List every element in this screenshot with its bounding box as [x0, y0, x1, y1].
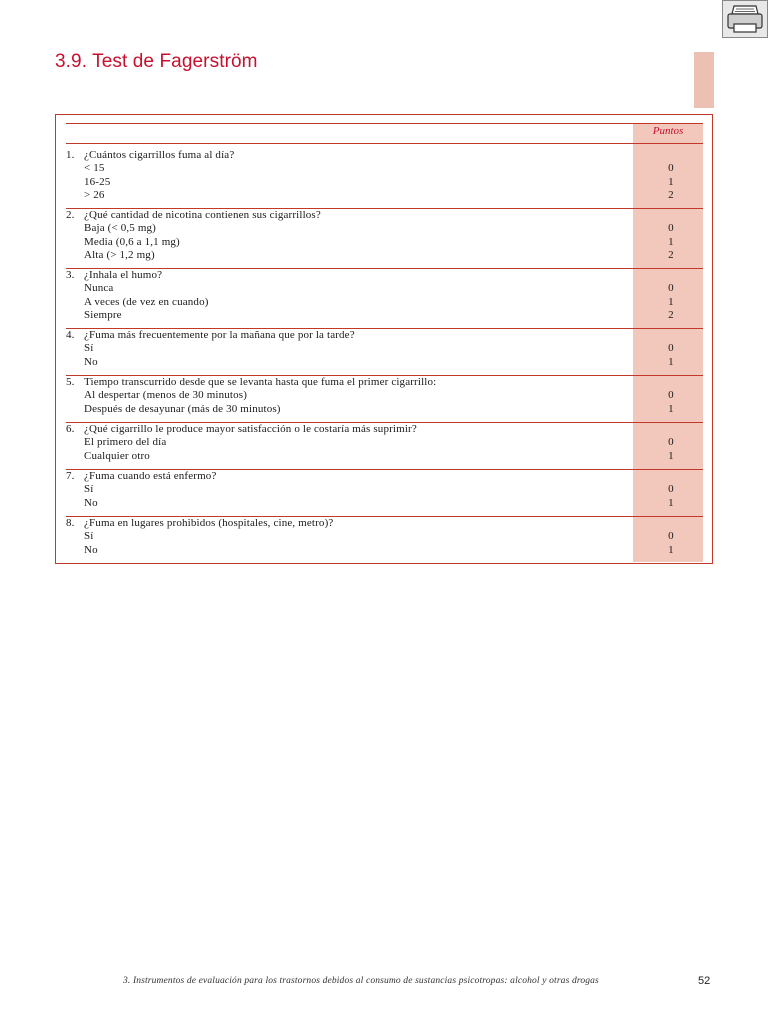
option-points: 1 [668, 543, 674, 556]
option-label: < 15 [84, 162, 105, 175]
option-points: 1 [668, 355, 674, 368]
question-number: 2. [66, 209, 75, 221]
question-row [66, 423, 706, 436]
option-row [66, 296, 706, 309]
option-label: Siempre [84, 308, 122, 321]
option-label: Al despertar (menos de 30 minutos) [84, 389, 248, 402]
option-points: 0 [668, 162, 674, 175]
question-number: 8. [66, 517, 75, 529]
option-points: 2 [668, 248, 674, 261]
option-label: Después de desayunar (más de 30 minutos) [84, 402, 281, 415]
question-row [66, 376, 706, 389]
option-row [66, 389, 706, 402]
option-points: 0 [668, 530, 674, 543]
question-text: ¿Inhala el humo? [84, 269, 163, 281]
option-label: Nunca [84, 282, 114, 295]
question-item [66, 423, 706, 463]
question-text: ¿Cuántos cigarrillos fuma al día? [84, 149, 235, 161]
option-row [66, 282, 706, 295]
row-separator [66, 516, 703, 517]
question-number: 5. [66, 376, 75, 388]
footer-text: 3. Instrumentos de evaluación para los trastornos debidos al consumo de sustancias psicotropas: alcohol y otras drogas [123, 976, 599, 986]
row-separator [66, 208, 703, 209]
row-separator [66, 375, 703, 376]
option-row [66, 162, 706, 175]
option-label: Media (0,6 a 1,1 mg) [84, 235, 180, 248]
option-row [66, 544, 706, 557]
points-header: Puntos [652, 125, 684, 137]
option-row [66, 249, 706, 262]
page-title: 3.9. Test de Fagerström [55, 51, 258, 72]
row-separator [66, 268, 703, 269]
question-row [66, 470, 706, 483]
question-text: ¿Qué cigarrillo le produce mayor satisfacción o le costaría más suprimir? [84, 423, 417, 435]
question-item [66, 269, 706, 322]
question-item [66, 376, 706, 416]
option-points: 0 [668, 222, 674, 235]
question-number: 1. [66, 149, 75, 161]
option-row [66, 530, 706, 543]
option-label: Sí [84, 342, 94, 355]
option-row [66, 222, 706, 235]
option-points: 1 [668, 402, 674, 415]
option-label: Cualquier otro [84, 449, 150, 462]
header-rule [66, 143, 703, 144]
option-label: El primero del día [84, 436, 167, 449]
option-row [66, 436, 706, 449]
option-row [66, 176, 706, 189]
option-row [66, 342, 706, 355]
option-label: A veces (de vez en cuando) [84, 295, 209, 308]
row-separator [66, 328, 703, 329]
question-text: Tiempo transcurrido desde que se levanta hasta que fuma el primer cigarrillo: [84, 376, 437, 388]
question-row [66, 269, 706, 282]
option-points: 1 [668, 496, 674, 509]
question-text: ¿Qué cantidad de nicotina contienen sus cigarrillos? [84, 209, 321, 221]
question-number: 4. [66, 329, 75, 341]
option-points: 0 [668, 389, 674, 402]
option-label: No [84, 355, 98, 368]
option-label: No [84, 543, 98, 556]
question-item [66, 470, 706, 510]
option-points: 1 [668, 175, 674, 188]
row-separator [66, 422, 703, 423]
option-label: Sí [84, 483, 94, 496]
row-separator [66, 469, 703, 470]
section-tab [694, 52, 714, 108]
table-top-rule [66, 123, 703, 124]
question-number: 6. [66, 423, 75, 435]
question-row [66, 517, 706, 530]
option-row [66, 189, 706, 202]
fagerstrom-table [55, 114, 713, 564]
option-row [66, 356, 706, 369]
question-row [66, 329, 706, 342]
option-points: 1 [668, 449, 674, 462]
option-row [66, 497, 706, 510]
option-points: 0 [668, 282, 674, 295]
option-label: Sí [84, 530, 94, 543]
question-row [66, 149, 706, 162]
option-points: 2 [668, 188, 674, 201]
option-label: No [84, 496, 98, 509]
option-points: 0 [668, 436, 674, 449]
question-item [66, 209, 706, 262]
option-points: 0 [668, 483, 674, 496]
option-label: Alta (> 1,2 mg) [84, 248, 155, 261]
option-label: > 26 [84, 188, 105, 201]
option-row [66, 309, 706, 322]
option-row [66, 483, 706, 496]
option-points: 1 [668, 235, 674, 248]
option-row [66, 236, 706, 249]
question-number: 7. [66, 470, 75, 482]
question-text: ¿Fuma en lugares prohibidos (hospitales, cine, metro)? [84, 517, 334, 529]
printer-icon[interactable] [722, 0, 768, 38]
question-text: ¿Fuma cuando está enfermo? [84, 470, 217, 482]
question-number: 3. [66, 269, 75, 281]
question-item [66, 517, 706, 557]
page-number: 52 [698, 975, 711, 987]
option-row [66, 450, 706, 463]
question-row [66, 209, 706, 222]
option-points: 1 [668, 295, 674, 308]
question-item [66, 329, 706, 369]
option-row [66, 403, 706, 416]
option-points: 2 [668, 308, 674, 321]
option-label: 16-25 [84, 175, 111, 188]
option-label: Baja (< 0,5 mg) [84, 222, 156, 235]
question-item [66, 149, 706, 202]
question-text: ¿Fuma más frecuentemente por la mañana que por la tarde? [84, 329, 355, 341]
option-points: 0 [668, 342, 674, 355]
